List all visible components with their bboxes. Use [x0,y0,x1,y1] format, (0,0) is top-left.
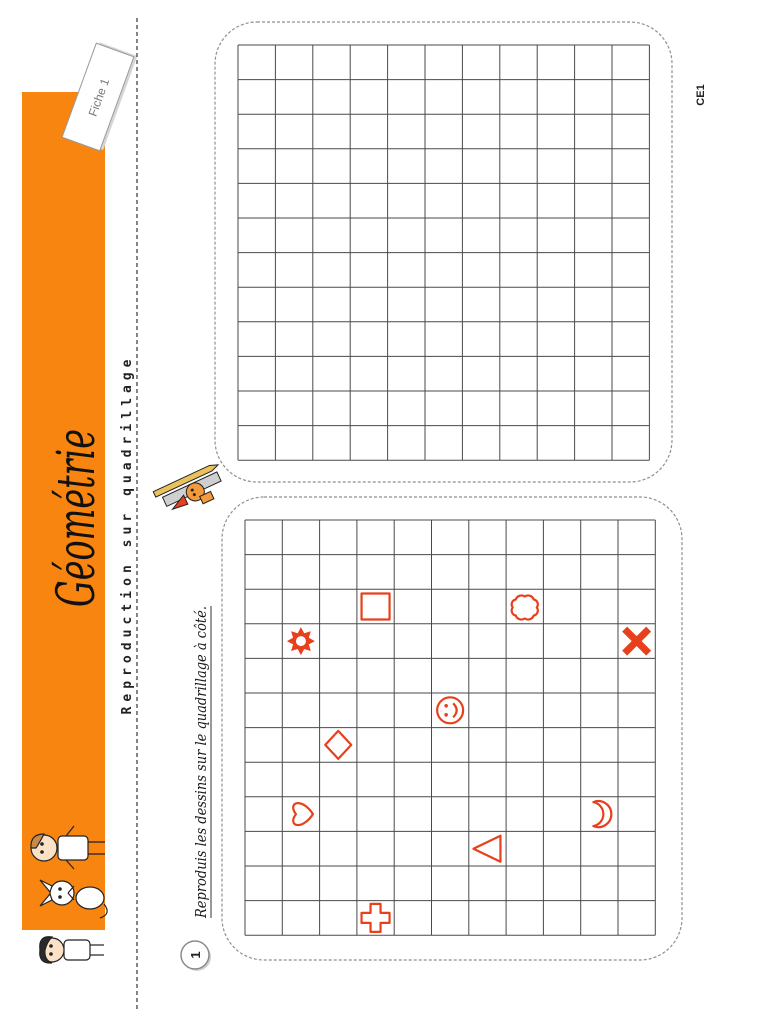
smiley-eye [444,713,448,717]
model-grid [245,520,655,935]
blank-grid [238,45,649,460]
sheet-tab-label: Fiche 1 [85,76,113,119]
sun-core [295,635,307,647]
smiley-eye [444,704,448,708]
pencil-mascot-icon [153,462,230,521]
exercise-number-badge [181,941,211,971]
exercise-instruction: Reproduis les dessins sur le quadrillage à côté. [192,558,210,918]
girl-icon [40,937,104,963]
exercise-number: 1 [188,951,203,959]
level-label: CE1 [695,84,707,106]
section-title: Reproduction sur quadrillage [120,359,135,715]
page-title: Géométrie [47,330,107,607]
